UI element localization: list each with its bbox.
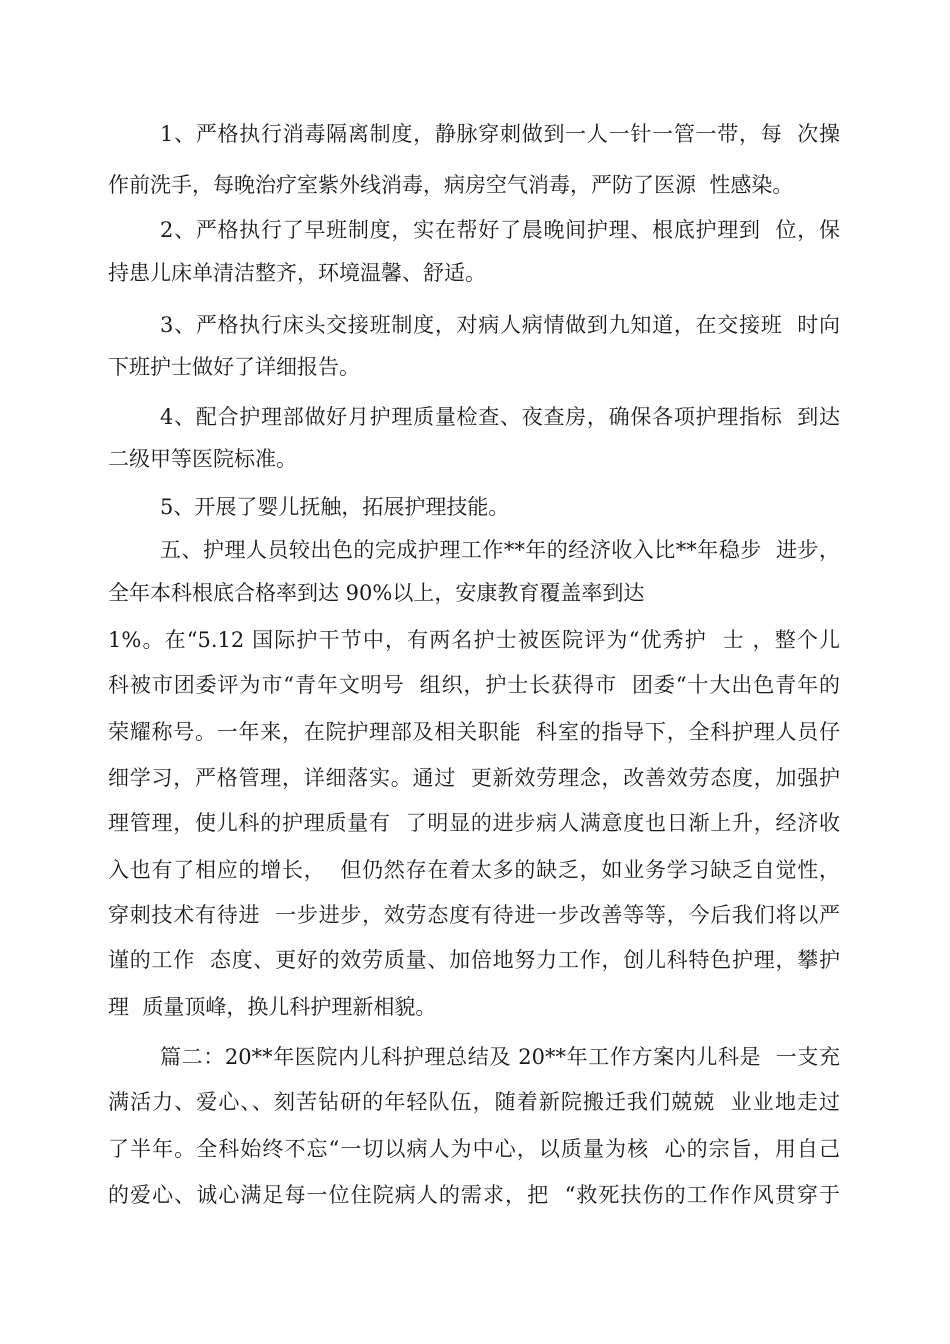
section-5-line-1: 五、护理人员较出色的完成护理工作**年的经济收入比**年稳步 进步，	[160, 538, 840, 562]
section-5-line-3: 1%。在“5.12 国际护干节中，有两名护士被医院评为“优秀护 士 ，整个儿	[108, 628, 840, 652]
section-5-line-4: 科被市团委评为市“青年文明号 组织，护士长获得市 团委“十大出色青年的	[108, 673, 840, 697]
item-3-line-2: 下班护士做好了详细报告。	[108, 355, 360, 379]
section-5-line-9: 穿刺技术有待进 一步进步，效劳态度有待进一步改善等等，今后我们将以严	[108, 903, 840, 927]
item-2-line-2: 持患儿床单清洁整齐，环境温馨、舒适。	[108, 261, 486, 285]
item-4-line-2: 二级甲等医院标准。	[108, 447, 297, 471]
section-5-line-11: 理 质量顶峰，换儿科护理新相貌。	[108, 995, 437, 1019]
section-5-line-7: 理管理，使儿科的护理质量有 了明显的进步病人满意度也日渐上升，经济收	[108, 811, 840, 835]
section-5-line-8: 入也有了相应的增长， 但仍然存在着太多的缺乏，如业务学习缺乏自觉性，	[108, 858, 840, 882]
item-2-line-1: 2、严格执行了早班制度，实在帮好了晨晚间护理、根底护理到 位，保	[160, 218, 840, 242]
part-2-line-1: 篇二：20**年医院内儿科护理总结及 20**年工作方案内儿科是 一支充	[160, 1045, 840, 1069]
section-5-line-5: 荣耀称号。一年来，在院护理部及相关职能 科室的指导下，全科护理人员仔	[108, 720, 840, 744]
section-5-line-6: 细学习，严格管理，详细落实。通过 更新效劳理念，改善效劳态度，加强护	[108, 766, 840, 790]
item-3-line-1: 3、严格执行床头交接班制度，对病人病情做到九知道，在交接班 时向	[160, 313, 840, 337]
part-2-line-4: 的爱心、诚心满足每一位住院病人的需求，把 “救死扶伤的工作作风贯穿于	[108, 1183, 840, 1207]
section-5-line-2: 全年本科根底合格率到达 90%以上，安康教育覆盖率到达	[108, 581, 645, 605]
item-5-line-1: 5、开展了婴儿抚触，拓展护理技能。	[160, 495, 510, 519]
item-4-line-1: 4、配合护理部做好月护理质量检查、夜查房，确保各项护理指标 到达	[160, 405, 840, 429]
item-1-line-1: 1、严格执行消毒隔离制度，静脉穿刺做到一人一针一管一带，每 次操	[160, 122, 840, 146]
item-1-line-2: 作前洗手，每晚治疗室紫外线消毒，病房空气消毒，严防了医源 性感染。	[108, 173, 794, 197]
section-5-line-10: 谨的工作 态度、更好的效劳质量、加倍地努力工作，创儿科特色护理，攀护	[108, 948, 840, 972]
part-2-line-2: 满活力、爱心、、刻苦钻研的年轻队伍，随着新院搬迁我们兢兢 业业地走过	[108, 1090, 840, 1114]
part-2-line-3: 了半年。全科始终不忘“一切以病人为中心，以质量为核 心的宗旨，用自己	[108, 1137, 840, 1161]
